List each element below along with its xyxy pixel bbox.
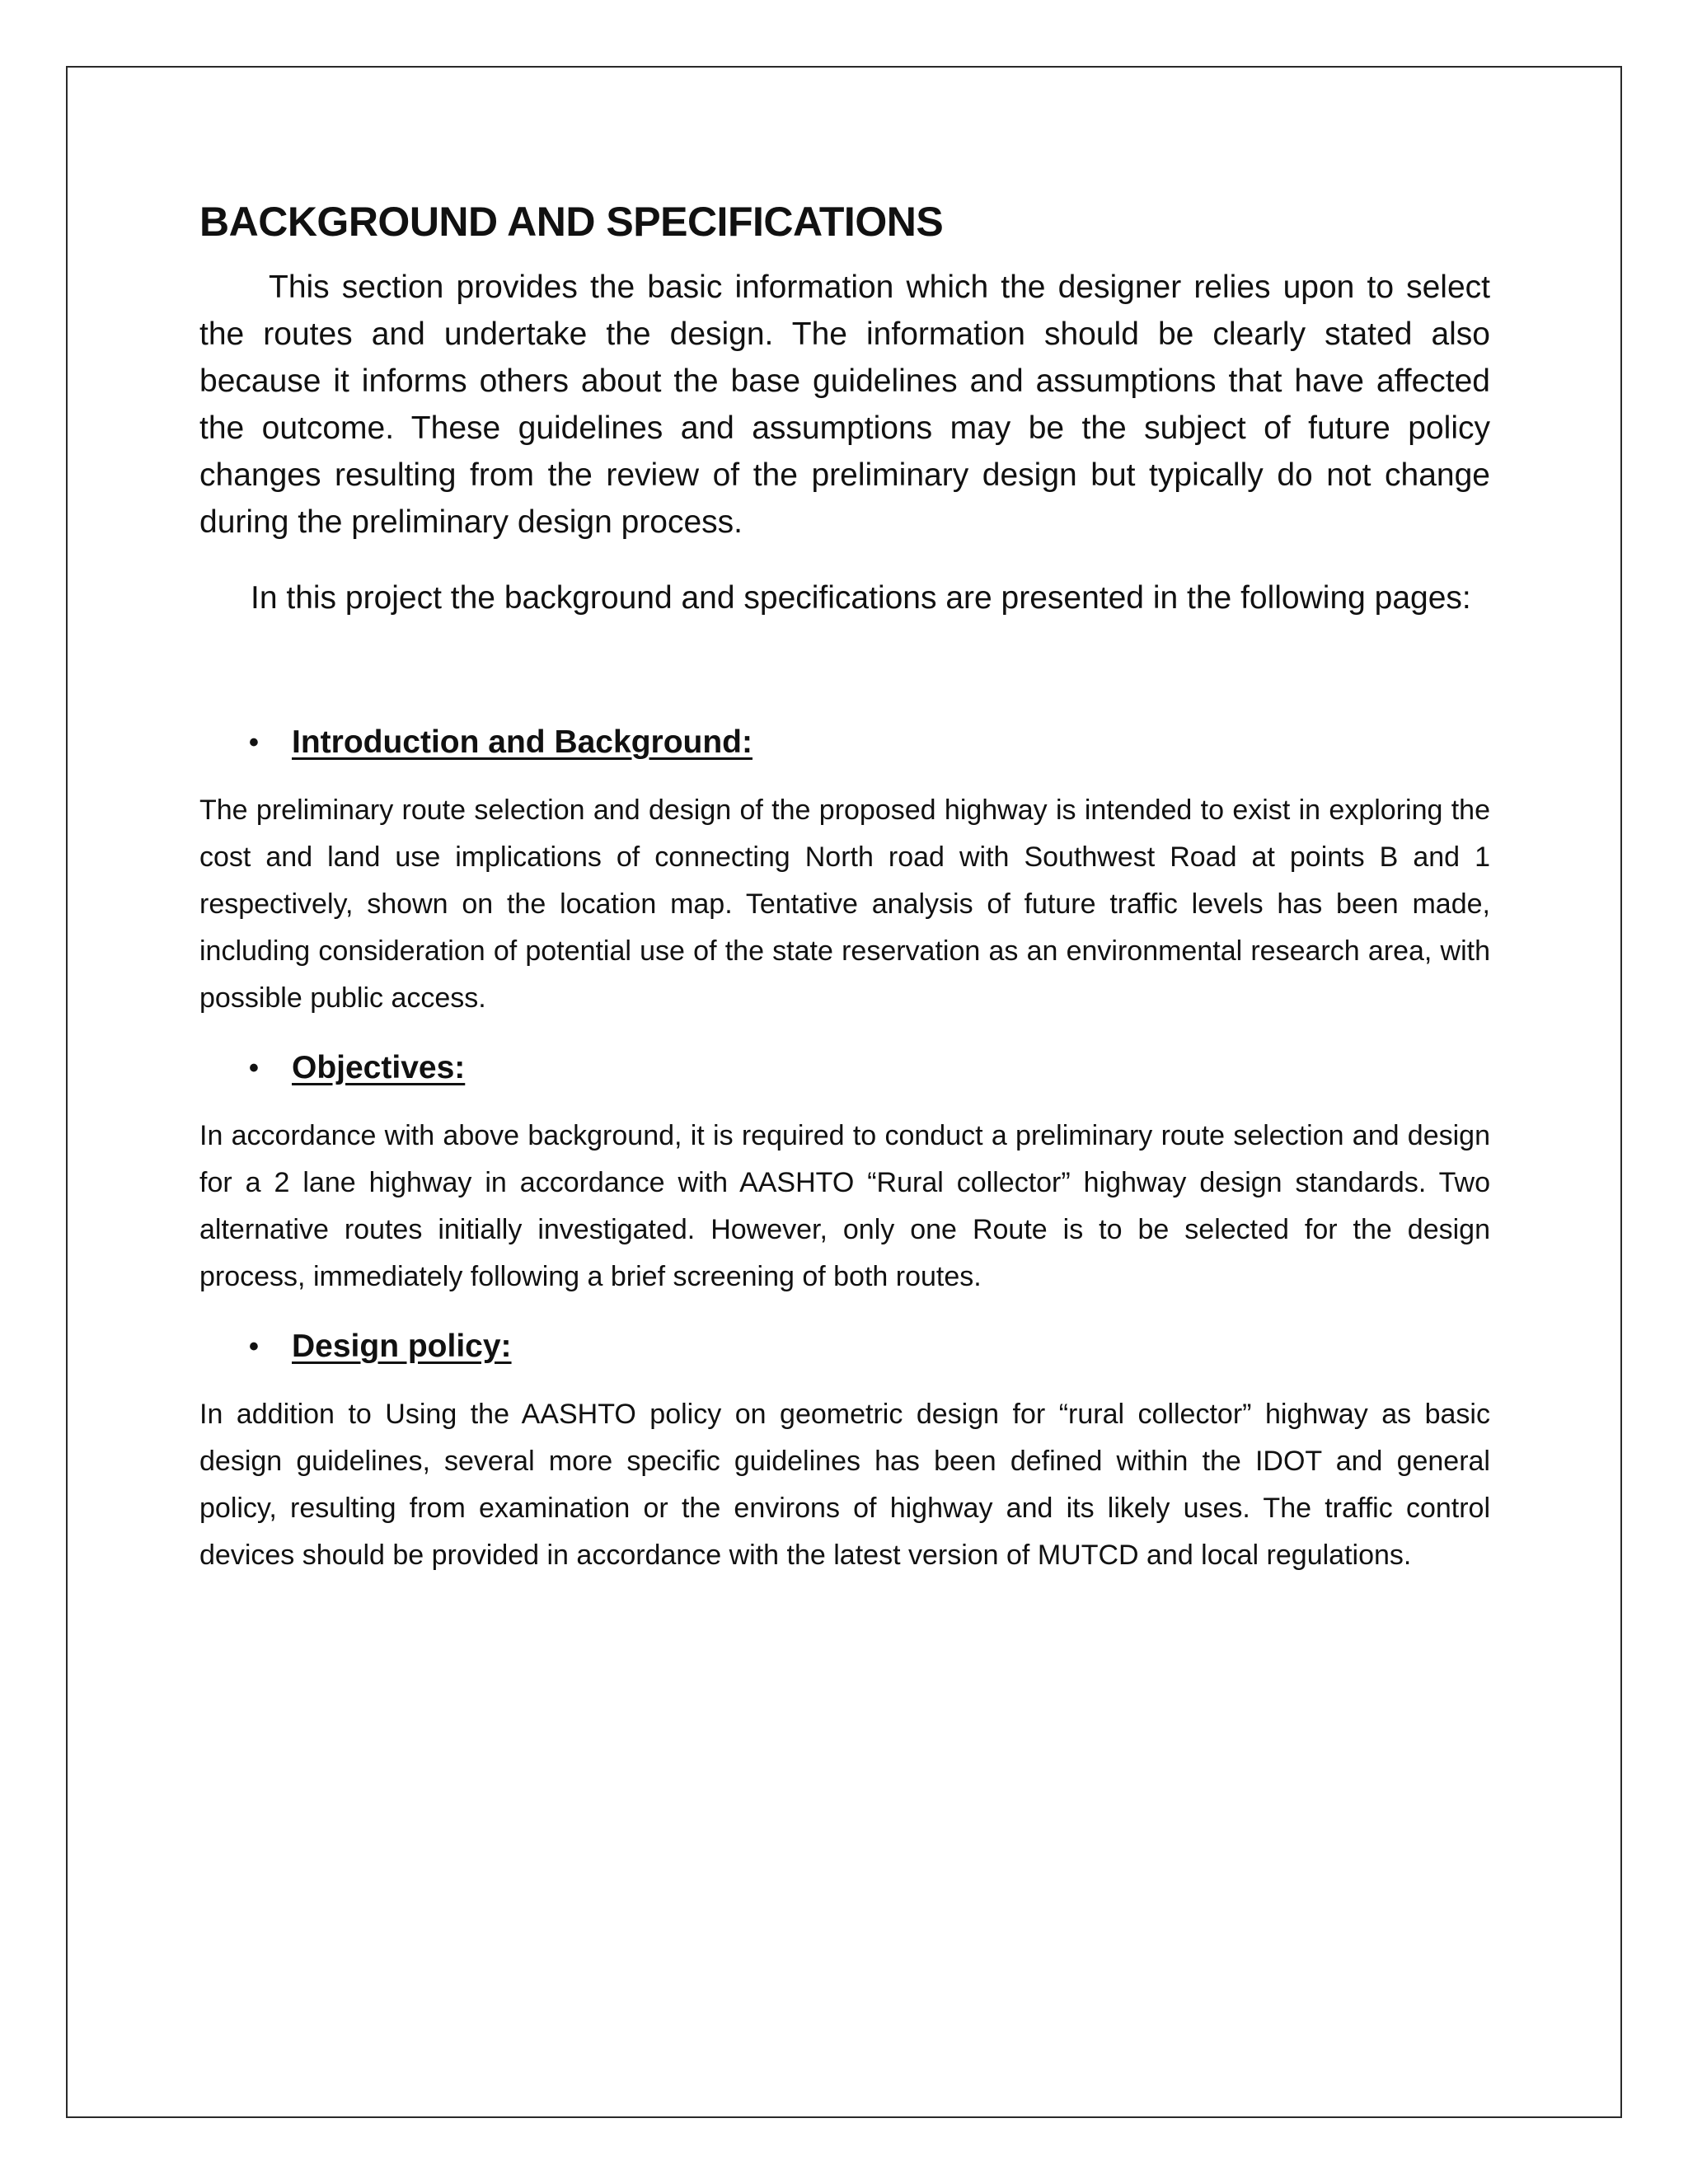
section-heading-label: Introduction and Background: bbox=[292, 724, 753, 760]
section-heading-design-policy bbox=[249, 1329, 1490, 1365]
section-body-introduction: The preliminary route selection and design of the proposed highway is intended to exist in exploring the cost and land use implications of connecting North road with Southwest Road at points B and 1 respectively, shown on the location map. Tentative analysis of future traffic levels has been made, including consideration of potential use of the state reservation as an environmental research area, with possible public access. bbox=[199, 794, 1490, 1014]
section-body-design-policy: In addition to Using the AASHTO policy on geometric design for “rural collector” highway as basic design guidelines, several more specific guidelines has been defined within the IDOT and general policy, resulting from examination or the environs of highway and its likely uses. The traffic control devices should be provided in accordance with the latest version of MUTCD and local regulations. bbox=[199, 1399, 1490, 1571]
bullet-icon: • bbox=[249, 1330, 259, 1362]
section-heading-label: Design policy: bbox=[292, 1329, 512, 1364]
section-heading-introduction bbox=[249, 724, 1490, 761]
section-body-objectives: In accordance with above background, it is required to conduct a preliminary route selection and design for a 2 lane highway in accordance with AASHTO “Rural collector” highway design standards. Two alternative routes initially investigated. However, only one Route is to be selected for the design process, immediately following a brief screening of both routes. bbox=[199, 1120, 1490, 1292]
intro-paragraph: In this project the background and specifications are presented in the following pages: bbox=[251, 580, 1471, 616]
bullet-icon: • bbox=[249, 1052, 259, 1084]
section-heading-objectives bbox=[249, 1050, 1490, 1086]
section-heading-label: Objectives: bbox=[292, 1050, 466, 1085]
bullet-icon: • bbox=[249, 726, 259, 758]
intro-paragraph: This section provides the basic information which the designer relies upon to select the routes and undertake the design. The information should be clearly stated also because it informs others about the base guidelines and assumptions that have affected the outcome. These guidelines and assumptions may be the subject of future policy changes resulting from the review of the preliminary design but typically do not change during the preliminary design process. bbox=[199, 269, 1490, 540]
page-title: BACKGROUND AND SPECIFICATIONS bbox=[199, 199, 944, 245]
document-content bbox=[199, 198, 1490, 1579]
